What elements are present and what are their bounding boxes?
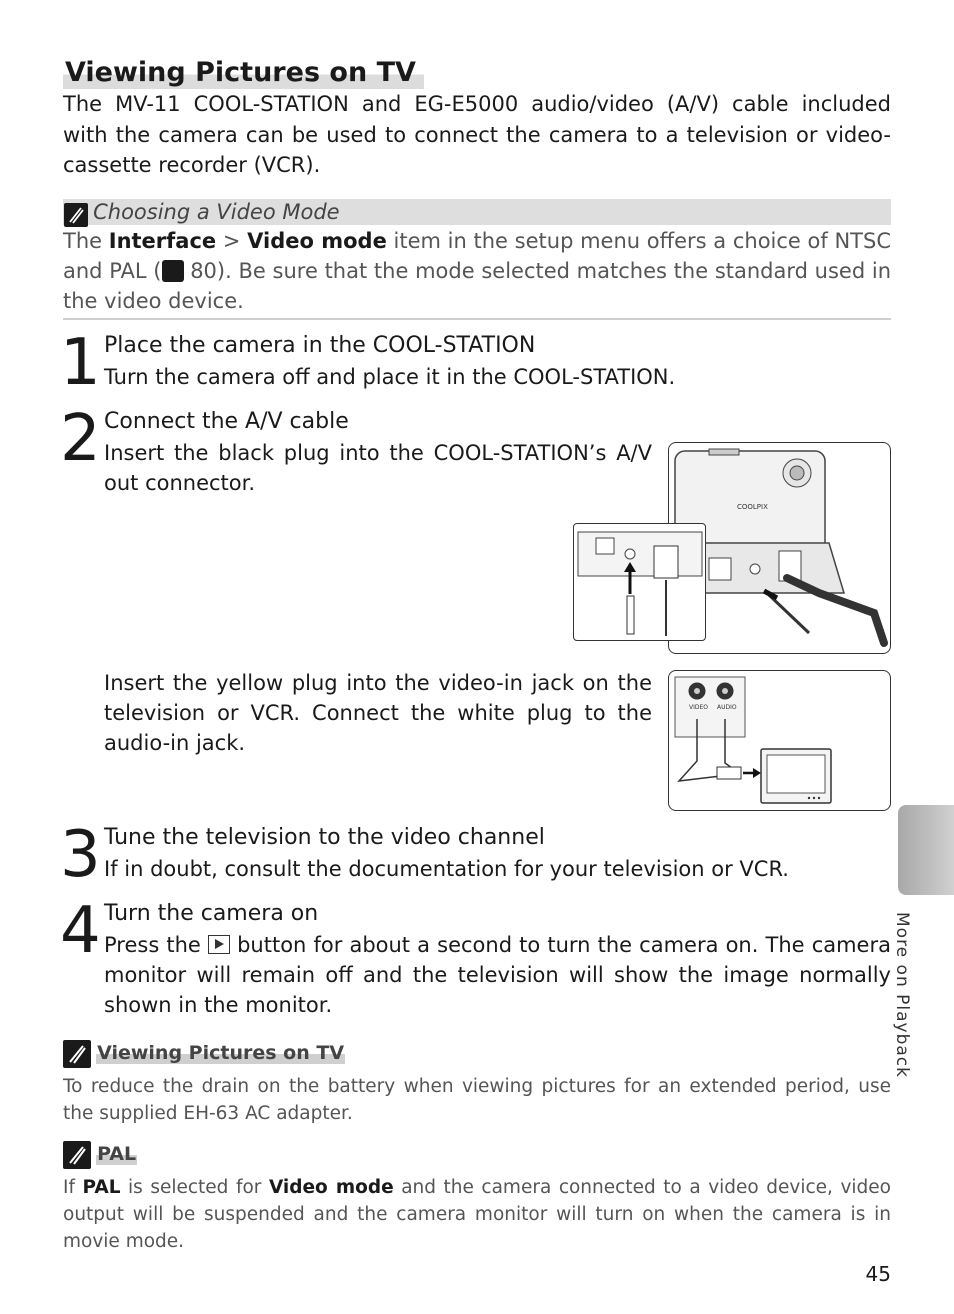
step-number: 4 [60, 894, 99, 968]
tv-connection-illustration [669, 671, 890, 810]
video-jack-label: VIDEO [689, 704, 709, 711]
step-text: Turn the camera off and place it in the COOL-STATION. [104, 365, 676, 389]
step-text: If in doubt, consult the documentation for your television or VCR. [104, 857, 789, 881]
tip-title: Viewing Pictures on TV [97, 1041, 345, 1064]
step-number: 2 [60, 402, 99, 476]
step-text: Press the button for about a second to turn the camera on. The camera monitor will remain off and the television will show the image normally shown in the monitor. [104, 933, 891, 1017]
step-number: 1 [60, 326, 99, 400]
chapter-label: More on Playback [892, 912, 912, 1078]
note-body: The Interface > Video mode item in the setup menu offers a choice of NTSC and PAL ( 80). Be sure that the mode selected matches the standard used in the video device. [63, 229, 892, 313]
page-reference-icon [162, 260, 184, 282]
page-title: Viewing Pictures on TV [63, 57, 424, 89]
tip-header [63, 1141, 137, 1169]
step-text: Insert the black plug into the COOL-STATION’s A/V out connector. [104, 441, 652, 495]
divider [63, 318, 891, 320]
playback-button-icon [208, 935, 230, 954]
connector-inset-illustration [574, 524, 705, 640]
chapter-tab [898, 805, 954, 895]
note-header-bar [63, 199, 891, 225]
step-heading: Connect the A/V cable [104, 409, 349, 434]
note-title: Choosing a Video Mode [93, 200, 340, 224]
step-heading: Place the camera in the COOL-STATION [104, 333, 536, 358]
intro-paragraph: The MV-11 COOL-STATION and EG-E5000 audio/video (A/V) cable included with the camera can be used to connect the camera to a television or video-cassette recorder (VCR). [63, 92, 891, 177]
pencil-note-icon [63, 1141, 91, 1169]
audio-jack-label: AUDIO [717, 704, 737, 711]
step-heading: Turn the camera on [104, 901, 319, 926]
tip-title: PAL [97, 1142, 137, 1165]
camera-brand-label: COOLPIX [737, 503, 768, 511]
pencil-note-icon [63, 1040, 91, 1068]
tip-body: If PAL is selected for Video mode and the camera connected to a video device, video output will be suspended and the camera monitor will turn on when the camera is in movie mode. [63, 1177, 891, 1252]
step-text: Insert the yellow plug into the video-in jack on the television or VCR. Connect the white plug to the audio-in jack. [104, 671, 652, 755]
connector-inset-figure [573, 523, 706, 641]
tv-connection-figure [668, 670, 891, 811]
page-number: 45 [865, 1262, 891, 1286]
pencil-note-icon [64, 203, 88, 227]
step-number: 3 [60, 818, 99, 892]
step-heading: Tune the television to the video channel [104, 825, 545, 850]
tip-body: To reduce the drain on the battery when viewing pictures for an extended period, use the supplied EH-63 AC adapter. [63, 1076, 891, 1124]
tip-header [63, 1040, 345, 1068]
